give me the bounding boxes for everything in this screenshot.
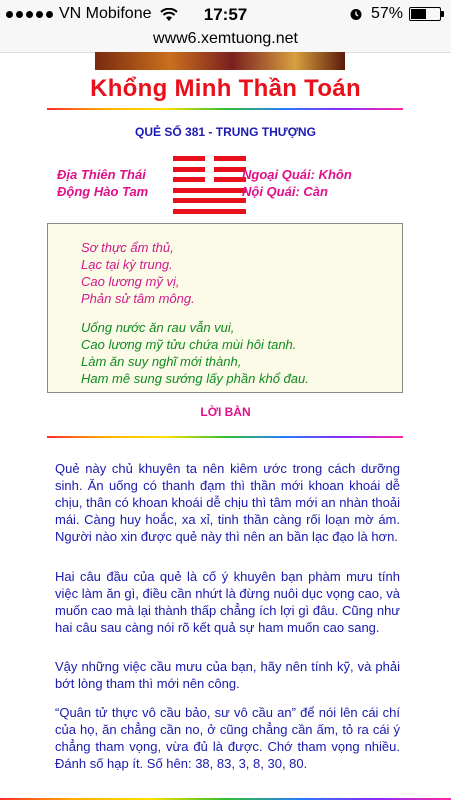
yang-line: [173, 209, 246, 214]
header-banner-image: [95, 52, 345, 70]
commentary-paragraph: Quẻ này chủ khuyên ta nên kiêm ước trong cách dưỡng sinh. Ăn uống có thanh đạm thì thần mới khoan khoái dễ chịu, thân có khoan khoái dễ chịu thì tâm mới an nhàn thoải mái. Càng huy hoắc, xa xỉ, tinh thần càng rối loạn mờ ám. Người nào xin được quẻ này thì nên an bần lạc đạo là hơn.: [55, 461, 400, 544]
rainbow-divider: [47, 108, 403, 110]
yin-line-segment: [214, 156, 246, 161]
poem-line: Sơ thực ẩm thủ,: [81, 240, 174, 255]
alarm-icon: [349, 7, 363, 21]
carrier-name: VN Mobifone: [59, 5, 152, 22]
yang-line: [173, 198, 246, 203]
poem-line: Uống nước ăn rau vẫn vui,: [81, 320, 235, 335]
poem-line: Cao lương mỹ vị,: [81, 274, 180, 289]
hexagram-symbol: [173, 156, 246, 214]
commentary-paragraph: Hai câu đầu của quẻ là cố ý khuyên bạn phàm mưu tính việc làm ăn gì, điều cần nhứt là đừng nuôi dục vọng cao, và muốn cao mà lại thành thấp chẳng ích lợi gì đâu. Cũng như hai câu sau càng nói rõ kết quả sự ham muốn cao sang.: [55, 569, 400, 635]
status-right: [349, 5, 445, 23]
moving-line: Động Hào Tam: [57, 184, 149, 199]
yin-line-segment: [173, 177, 205, 182]
battery-percent: 57%: [370, 5, 403, 22]
battery-icon: [409, 7, 445, 21]
clock: 17:57: [203, 5, 248, 24]
outer-trigram: Ngoại Quái: Khôn: [242, 167, 352, 182]
site-title: Khổng Minh Thần Toán: [90, 75, 361, 102]
url-text: www6.xemtuong.net: [153, 30, 298, 47]
yang-line: [173, 188, 246, 193]
commentary-paragraph: “Quân tử thực vô cầu bảo, sư vô cầu an” để nói lên cái chí của họ, ăn chẳng cần no, ở cũng chẳng cần ấm, tỏ ra cái ý chẳng tham vọng, vừa đủ là được. Chớ tham vọng nhiều. Đánh số hạp ít. Số hên: 38, 83, 3, 8, 30, 80.: [55, 705, 400, 771]
hexagram-number: QUẺ SỐ 381 - TRUNG THƯỢNG: [135, 125, 316, 139]
address-bar[interactable]: [0, 28, 451, 53]
poem-line: Phản sử tâm mông.: [81, 291, 195, 306]
poem-line: Ham mê sung sướng lấy phần khổ đau.: [81, 371, 309, 386]
poem-line: Làm ăn suy nghĩ mới thành,: [81, 354, 242, 369]
section-title: LỜI BÀN: [200, 405, 251, 419]
status-bar: [0, 0, 451, 28]
yin-line-segment: [173, 167, 205, 172]
poem-line: Cao lương mỹ tửu chứa mùi hôi tanh.: [81, 337, 297, 352]
hexagram-name: Địa Thiên Thái: [57, 167, 146, 182]
inner-trigram: Nội Quái: Càn: [242, 184, 328, 199]
commentary-paragraph: Vậy những việc cầu mưu của bạn, hãy nên tính kỹ, và phải bớt lòng tham thì mới nên công.: [55, 659, 400, 691]
poem-line: Lạc tại kỳ trung.: [81, 257, 173, 272]
rainbow-divider: [47, 436, 403, 438]
yin-line-segment: [173, 156, 205, 161]
poem-box: [47, 223, 403, 393]
